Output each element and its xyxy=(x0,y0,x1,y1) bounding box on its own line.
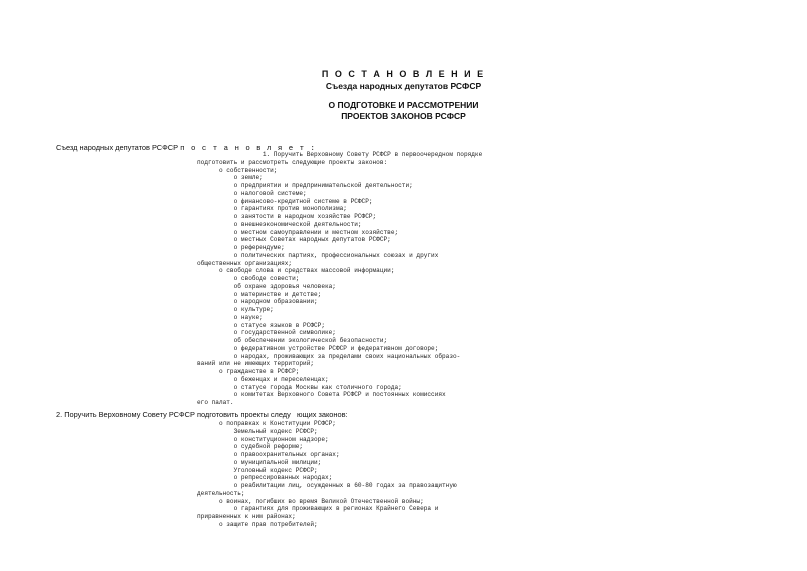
text-line: o судебной реформе; xyxy=(197,443,304,451)
text-line: o комитетах Верховного Совета РСФСР и постоянных комиссиях xyxy=(197,391,446,399)
text-line: o народном образовании; xyxy=(197,298,318,306)
text-line: o референдуме; xyxy=(197,244,285,251)
text-line: o реабилитации лиц, осужденных в 60-80 годах за правозащитную xyxy=(197,482,457,489)
text-line: o земле; xyxy=(197,174,263,182)
text-line: o статусе города Москвы как столичного города; xyxy=(197,383,402,391)
text-line: его палат. xyxy=(197,399,234,406)
text-line: o беженцах и переселенцах; xyxy=(197,375,329,383)
text-line: Земельный кодекс РСФСР; xyxy=(197,427,318,435)
text-line: o поправках к Конституции РСФСР; xyxy=(197,420,336,427)
document-topic-line-2: ПРОЕКТОВ ЗАКОНОВ РСФСР xyxy=(341,111,466,121)
text-line: o внешнеэкономической деятельности; xyxy=(197,220,362,228)
text-line: o народах, проживающих за пределами своих национальных образо- xyxy=(197,352,461,360)
text-line: o финансово-кредитной системе в РСФСР; xyxy=(197,197,373,205)
text-line: o гарантиях против монополизма; xyxy=(197,205,347,213)
text-line: o материнстве и детстве; xyxy=(197,290,322,298)
preamble-spaced: п о с т а н о в л я е т : xyxy=(180,145,316,153)
text-line: 1. Поручить Верховному Совету РСФСР в первоочередном порядке xyxy=(197,151,483,158)
text-line: o культуре; xyxy=(197,306,274,313)
text-line: o правоохранительных органах; xyxy=(197,451,340,458)
text-line: об обеспечении экологической безопасности; xyxy=(197,337,388,344)
text-line: o местных Советах народных депутатов РСФСР; xyxy=(197,236,391,244)
text-line: o конституционном надзоре; xyxy=(197,435,329,443)
preamble-prefix: Съезд народных депутатов РСФСР xyxy=(56,143,181,152)
text-line: приравненных к ним районах; xyxy=(197,513,296,520)
text-line: Уголовный кодекс РСФСР; xyxy=(197,466,318,474)
text-line: o статусе языков в РСФСР; xyxy=(197,321,325,329)
text-line: o занятости в народном хозяйстве РСФСР; xyxy=(197,213,377,220)
text-line: o государственной символике; xyxy=(197,329,336,337)
text-line: o предприятии и предпринимательской деятельности; xyxy=(197,182,413,189)
text-line: o гражданстве в РСФСР; xyxy=(197,368,300,375)
text-line: об охране здоровья человека; xyxy=(197,282,336,290)
text-line: o муниципальной милиции; xyxy=(197,458,322,466)
document-subtitle: Съезда народных депутатов РСФСР xyxy=(325,81,482,91)
section-2-heading: 2. Поручить Верховному Совету РСФСР подготовить проекты следу ющих законов: xyxy=(56,410,348,419)
text-line: o свободе слова и средствах массовой информации; xyxy=(197,267,395,275)
text-line: o гарантиях для проживающих в регионах Крайнего Севера и xyxy=(197,505,439,513)
text-line: o собственности; xyxy=(197,166,278,174)
document-topic-line-1: О ПОДГОТОВКЕ И РАССМОТРЕНИИ xyxy=(328,100,479,110)
text-line: o политических партиях, профессиональных союзах и других xyxy=(197,251,439,259)
text-line: o налоговой системе; xyxy=(197,189,307,197)
text-line: o воинах, погибших во время Великой Отечественной войны; xyxy=(197,497,424,505)
section-2-body xyxy=(197,420,457,529)
text-line: подготовить и рассмотреть следующие проекты законов: xyxy=(197,158,388,166)
text-line: o федеративном устройстве РСФСР и федеративном договоре; xyxy=(197,344,439,352)
text-line: o репрессированных народах; xyxy=(197,474,333,482)
section-1-body xyxy=(197,151,482,407)
text-line: ваний или не имеющих территорий; xyxy=(197,360,315,368)
text-line: o науке; xyxy=(197,313,263,321)
text-line: общественных организациях; xyxy=(197,259,293,267)
text-line: o защите прав потребителей; xyxy=(197,520,318,528)
text-line: деятельность; xyxy=(197,489,245,497)
text-line: o свободе совести; xyxy=(197,275,300,282)
document-title: П О С Т А Н О В Л Е Н И Е xyxy=(321,69,486,79)
text-line: o местном самоуправлении и местном хозяйстве; xyxy=(197,228,399,236)
